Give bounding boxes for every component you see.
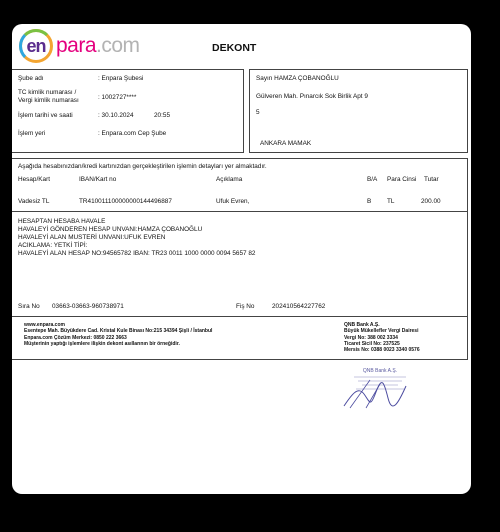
footer-tax-office: Büyük Mükellefler Vergi Dairesi	[344, 328, 419, 335]
transaction-box	[12, 158, 468, 360]
detail-line: HAVALEYİ ALAN MUSTERİ UNVANI:UFUK EVREN	[18, 234, 166, 241]
row-currency: TL	[387, 198, 395, 205]
customer-address-1: Gülveren Mah. Pınarcık Sok Birlik Apt 9	[256, 93, 368, 100]
footer-right	[344, 322, 420, 353]
location-label: İşlem yeri	[18, 130, 46, 137]
row-account: Vadesiz TL	[18, 198, 50, 205]
customer-name: Sayın HAMZA ÇOBANOĞLU	[256, 75, 339, 82]
tc-label-2: Vergi kimlik numarası	[18, 97, 79, 104]
branch-info-box	[12, 69, 244, 153]
bank-stamp-signature-icon	[340, 364, 420, 414]
footer-mersis: Mersis No: 0388 0023 3340 0576	[344, 347, 420, 353]
footer-tax-no: Vergi No: 388 002 3334	[344, 334, 398, 341]
sira-value: 03663-03663-960738971	[52, 303, 124, 310]
document-title: DEKONT	[212, 42, 257, 54]
header-iban: IBAN/Kart no	[79, 176, 117, 183]
logo-wordmark	[56, 34, 140, 58]
sira-label: Sıra No	[18, 303, 40, 310]
header-account: Hesap/Kart	[18, 176, 50, 183]
enpara-logo	[19, 29, 140, 63]
date-value: : 30.10.2024	[98, 112, 134, 119]
transaction-intro: Aşağıda hesabınızdan/kredi kartınızdan gerçekleştirilen işlemin detayları yer almaktadır.	[18, 163, 267, 170]
time-value: 20:55	[154, 112, 170, 119]
logo-circle-icon	[19, 29, 53, 63]
logo-en: en	[26, 35, 46, 56]
stamp-text: QNB Bank A.Ş.	[362, 368, 398, 374]
detail-line: HAVALEYİ GÖNDEREN HESAP UNVANI:HAMZA ÇOBANOĞLU	[18, 226, 203, 233]
customer-city: ANKARA MAMAK	[260, 140, 312, 147]
detail-line: HESAPTAN HESABA HAVALE	[18, 218, 106, 225]
header-ba: B/A	[367, 176, 378, 183]
customer-box	[249, 69, 468, 153]
detail-line: HAVALEYİ ALAN HESAP NO:94565782 IBAN: TR23 0011 1000 0000 0094 5657 82	[18, 250, 256, 257]
footer-address: Esentepe Mah. Büyükdere Cad. Kristal Kule Binası No:215 34394 Şişli / İstanbul	[24, 328, 213, 335]
customer-address-2: 5	[256, 109, 260, 116]
header-currency: Para Cinsi	[387, 176, 417, 183]
divider	[12, 316, 467, 317]
detail-line: ACIKLAMA: YETKİ TİPİ:	[18, 242, 88, 249]
header-amount: Tutar	[424, 176, 439, 183]
footer-support: Enpara.com Çözüm Merkezi: 0850 222 3663	[24, 334, 127, 341]
row-amount: 200.00	[421, 198, 441, 205]
datetime-label: İşlem tarihi ve saati	[18, 112, 73, 119]
tc-value: : 1002727****	[98, 94, 137, 101]
receipt-document	[12, 24, 471, 494]
branch-label: Şube adı	[18, 75, 44, 82]
tc-label: TC kimlik numarası /	[18, 89, 77, 96]
header-description: Açıklama	[216, 176, 243, 183]
footer-trade-reg: Ticaret Sicil No: 237525	[344, 340, 400, 347]
footer-disclaimer: Müşterinin yaptığı işlemlere ilişkin dekont asıllarının bir örneğidir.	[24, 340, 180, 347]
row-iban: TR410011100000000144496887	[79, 198, 172, 205]
row-ba: B	[367, 198, 372, 205]
divider	[12, 211, 467, 212]
fis-value: 202410564227762	[272, 303, 326, 310]
branch-value: : Enpara Şubesi	[98, 75, 144, 82]
footer-bank-name: QNB Bank A.Ş.	[344, 322, 380, 328]
row-description: Ufuk Evren,	[216, 198, 250, 205]
footer-website: www.enpara.com	[24, 322, 65, 328]
logo-para: para	[56, 34, 97, 57]
footer-left	[24, 322, 212, 347]
logo-com: .com	[96, 34, 140, 57]
location-value: : Enpara.com Cep Şube	[98, 130, 167, 137]
fis-label: Fiş No	[236, 303, 255, 310]
